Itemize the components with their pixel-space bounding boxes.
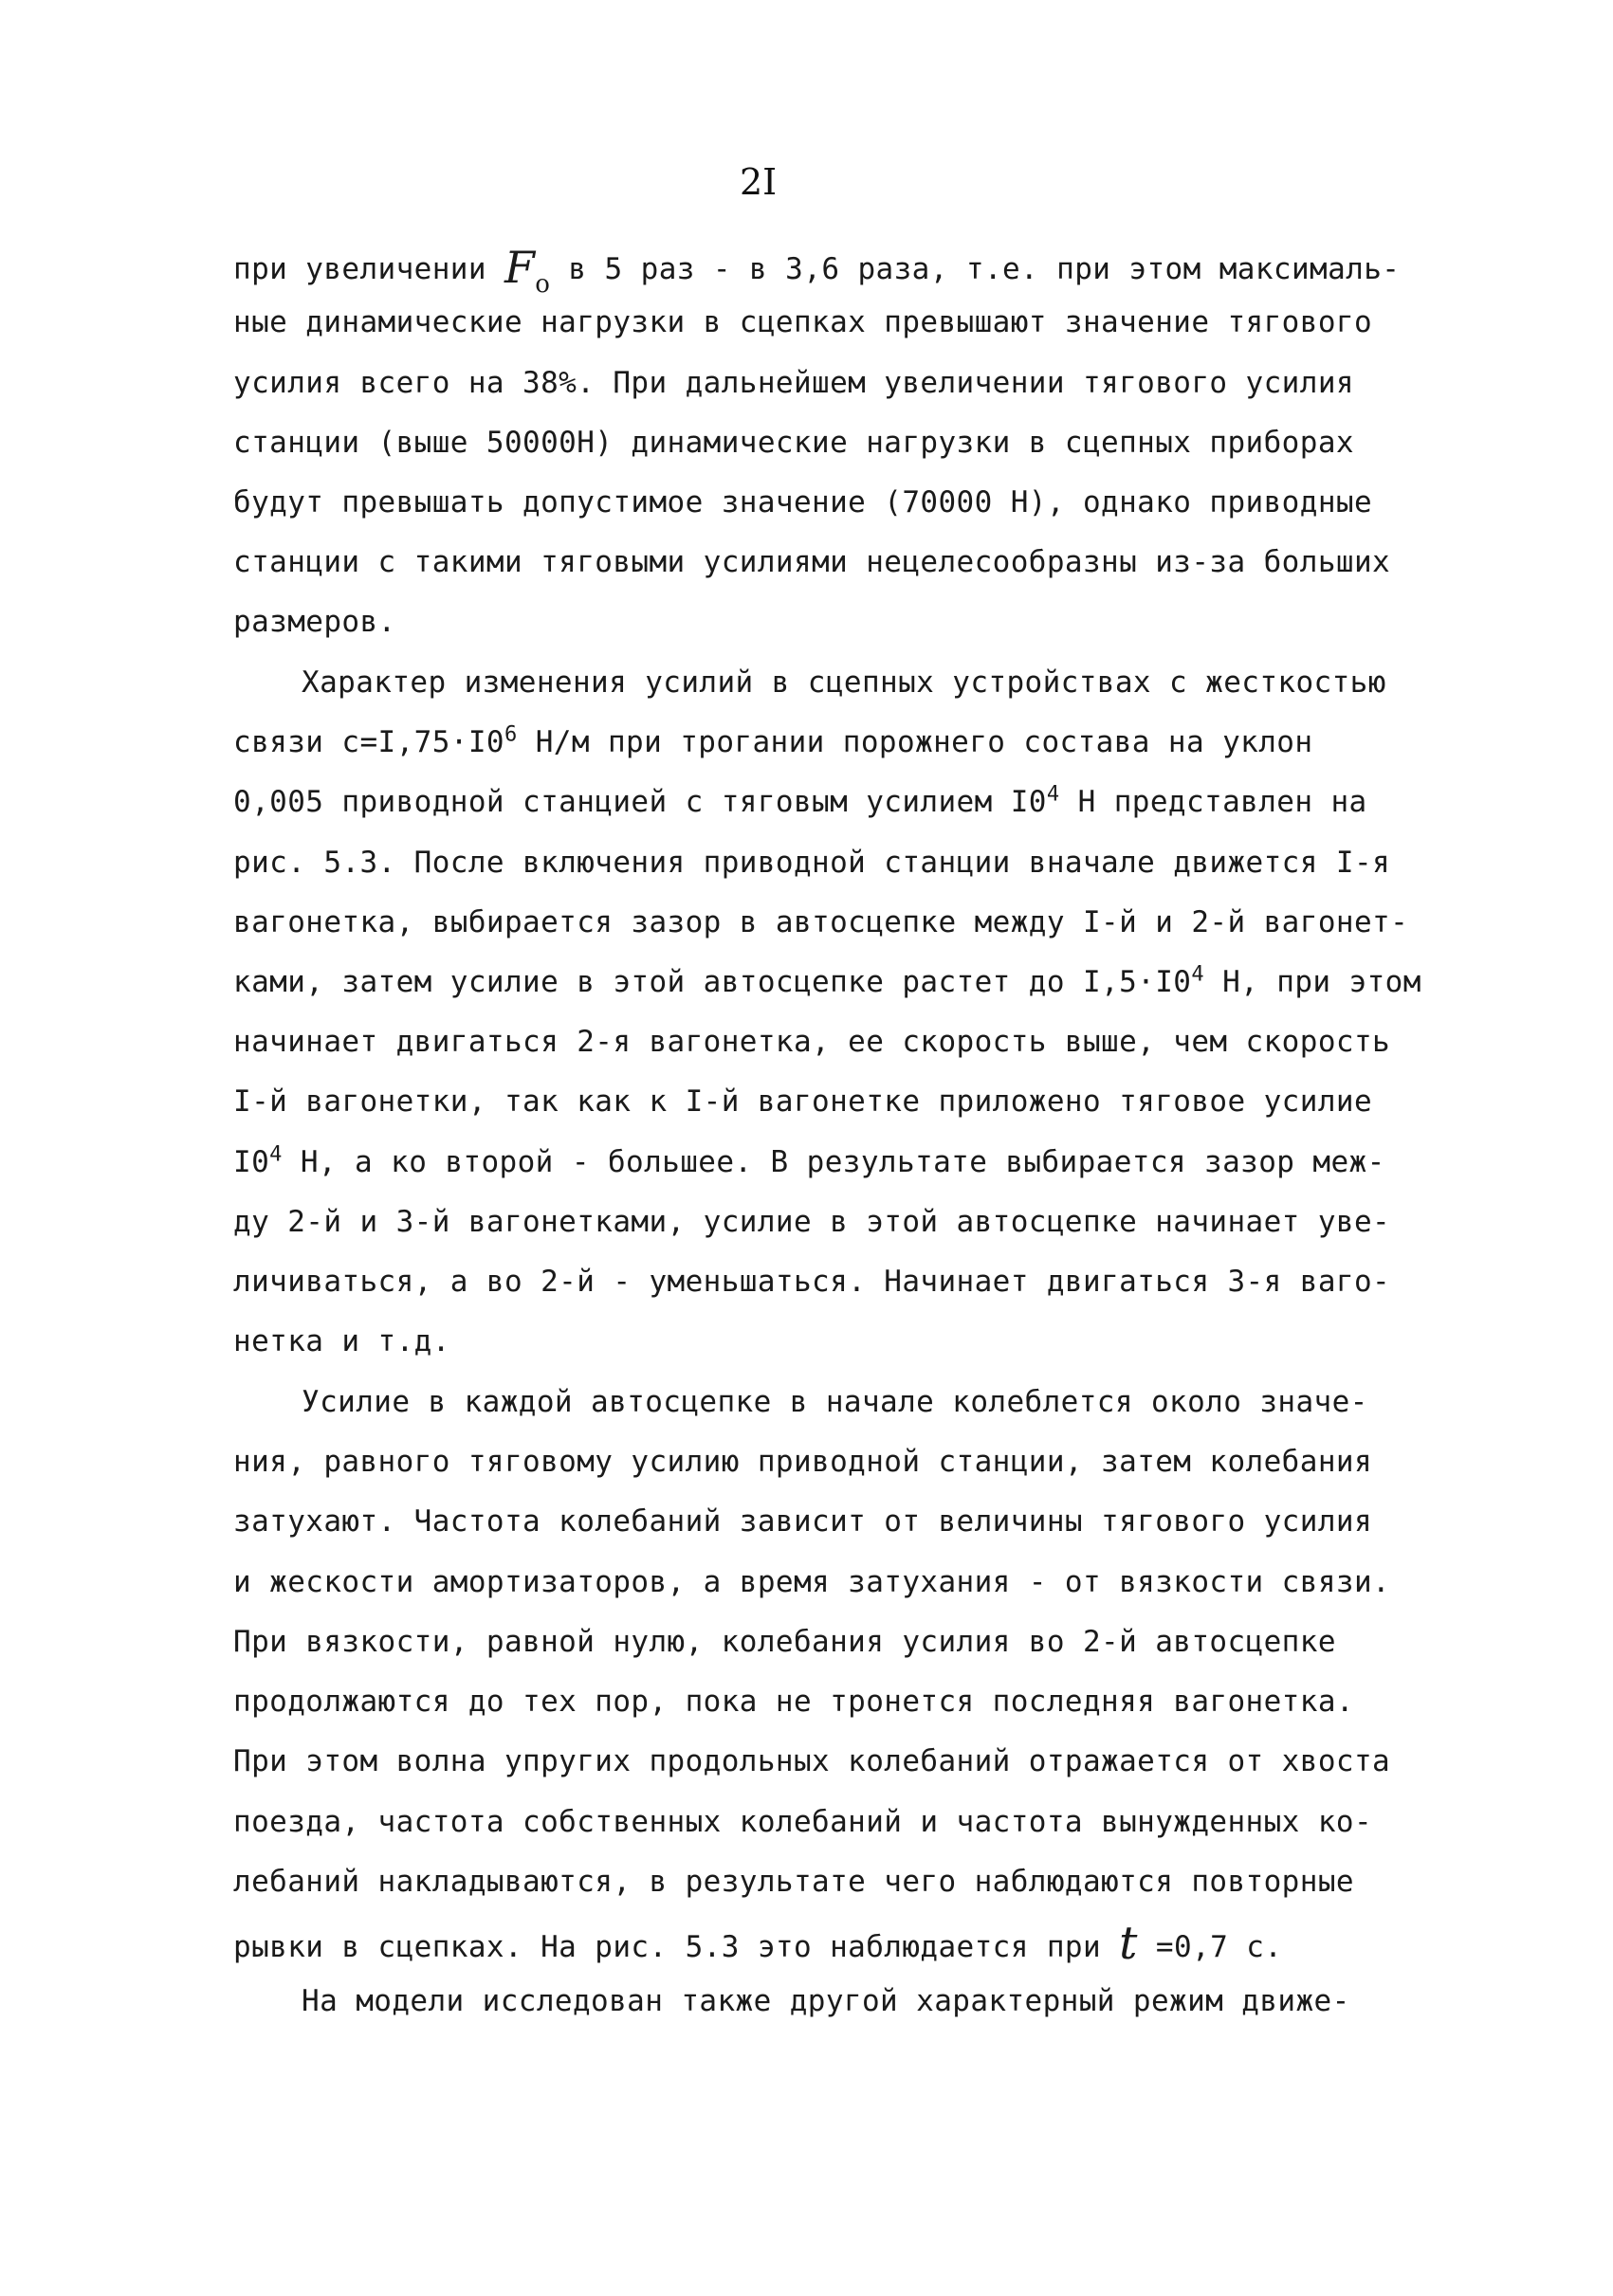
text-line: рывки в сцепках. На рис. 5.3 это наблюдается при t =0,7 с.	[233, 1917, 1283, 1970]
text-line: вагонетка, выбирается зазор в автосцепке между I-й и 2-й вагонет-	[233, 905, 1409, 939]
text-line: размеров.	[233, 605, 396, 639]
formula-F0: $F_о$	[504, 242, 551, 300]
text-line: лебаний накладываются, в результате чего наблюдаются повторные	[233, 1865, 1354, 1899]
text-line: будут превышать допустимое значение (70000 Н), однако приводные	[233, 485, 1373, 519]
text-line: личиваться, а во 2-й - уменьшаться. Начинает двигаться 3-я ваго-	[233, 1265, 1391, 1299]
paragraph-first-line: Усилие в каждой автосцепке в начале колеблется около значе-	[302, 1385, 1368, 1419]
text-line: При этом волна упругих продольных колебаний отражается от хвоста	[233, 1744, 1391, 1778]
text-line: $I0^4$ Н, а ко второй - большее. В результате выбирается зазор меж-	[233, 1142, 1385, 1179]
text-line: начинает двигаться 2-я вагонетка, ее скорость выше, чем скорость	[233, 1025, 1391, 1059]
text-line: ния, равного тяговому усилию приводной станции, затем колебания	[233, 1445, 1373, 1479]
text-line: станции с такими тяговыми усилиями нецелесообразны из-за больших	[233, 545, 1391, 579]
text-line: и жескости амортизаторов, а время затухания - от вязкости связи.	[233, 1565, 1391, 1599]
text-line: поезда, частота собственных колебаний и частота вынужденных ко-	[233, 1805, 1373, 1839]
page-number: 2I	[740, 161, 778, 203]
text-line: продолжаются до тех пор, пока не тронется последняя вагонетка.	[233, 1685, 1354, 1719]
text-line: нетка и т.д.	[233, 1324, 450, 1358]
text-line: I-й вагонетки, так как к I-й вагонетке приложено тяговое усилие	[233, 1084, 1373, 1119]
paragraph-first-line: На модели исследован также другой характерный режим движе-	[302, 1984, 1350, 2018]
text-line: ные динамические нагрузки в сцепках превышают значение тягового	[233, 305, 1373, 339]
text-line: ками, затем усилие в этой автосцепке растет до $I,5\cdot I0^4$ Н, при этом	[233, 962, 1421, 999]
text-line: связи $с=I,75\cdot I0^6$ Н/м при трогании порожнего состава на уклон	[233, 722, 1313, 759]
text-line: станции (выше 50000Н) динамические нагрузки в сцепных приборах	[233, 426, 1354, 460]
text-line: рис. 5.3. После включения приводной станции вначале движется I-я	[233, 846, 1391, 880]
paragraph-first-line: Характер изменения усилий в сцепных устройствах с жесткостью	[302, 665, 1386, 700]
text-line: 0,005 приводной станцией с тяговым усилием $I0^4$ Н представлен на	[233, 782, 1367, 819]
text-line: затухают. Частота колебаний зависит от величины тягового усилия	[233, 1504, 1373, 1539]
formula-t: t	[1119, 1917, 1138, 1970]
text-line: при увеличении $F_о$ в 5 раз - в 3,6 раза, т.е. при этом максималь-	[233, 242, 1401, 300]
text-line: ду 2-й и 3-й вагонетками, усилие в этой автосцепке начинает уве-	[233, 1205, 1391, 1239]
text-line: При вязкости, равной нулю, колебания усилия во 2-й автосцепке	[233, 1625, 1336, 1659]
text-line: усилия всего на 38%. При дальнейшем увеличении тягового усилия	[233, 366, 1354, 400]
